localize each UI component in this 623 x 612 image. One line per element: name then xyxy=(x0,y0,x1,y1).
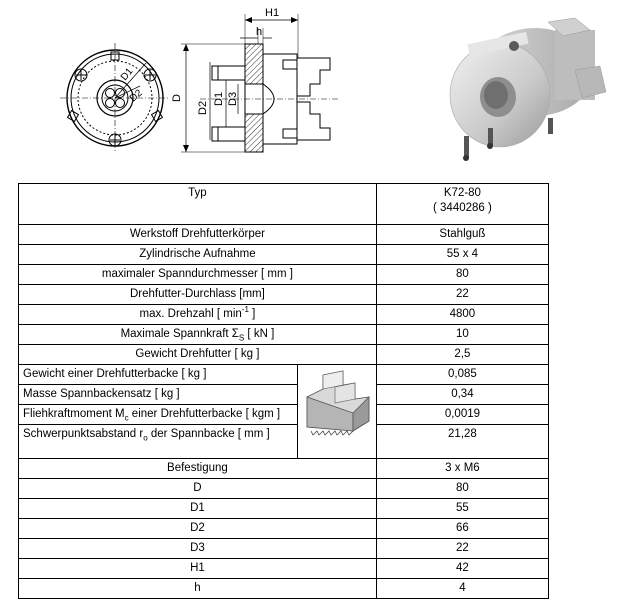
row-label: Gewicht Drehfutter [ kg ] xyxy=(19,345,377,365)
row-label: D2 xyxy=(19,519,377,539)
row-value: 0,0019 xyxy=(376,405,548,425)
table-row xyxy=(19,365,549,385)
row-label: Drehfutter-Durchlass [mm] xyxy=(19,285,377,305)
table-row xyxy=(19,325,549,345)
h1-label: H1 xyxy=(265,7,280,19)
row-label: Schwerpunktsabstand $r_o$ der Spannbacke [ mm ] xyxy=(19,425,298,459)
spec-table xyxy=(18,183,549,599)
header-model-cell xyxy=(376,184,548,225)
table-row xyxy=(19,345,549,365)
row-label: D1 xyxy=(19,499,377,519)
table-row xyxy=(19,479,549,499)
technical-drawings xyxy=(0,0,623,178)
row-value: 10 xyxy=(376,325,548,345)
row-label: H1 xyxy=(19,559,377,579)
row-label: Befestigung xyxy=(19,459,377,479)
front-view-drawing xyxy=(60,43,170,153)
row-value: 66 xyxy=(376,519,548,539)
row-label: h xyxy=(19,579,377,599)
header-typ-label: Typ xyxy=(19,184,377,225)
table-row xyxy=(19,579,549,599)
table-row xyxy=(19,459,549,479)
row-value: 42 xyxy=(376,559,548,579)
row-value: 0,34 xyxy=(376,385,548,405)
row-value: 2,5 xyxy=(376,345,548,365)
row-value: Stahlguß xyxy=(376,225,548,245)
d1-label: D1 xyxy=(213,91,225,106)
row-label: max. Drehzahl [ $\min^{-1}$ ] xyxy=(19,305,377,325)
jaw-image-cell xyxy=(297,365,376,459)
table-header-row xyxy=(19,184,549,225)
row-label: Fliehkraftmoment $M_c$ einer Drehfutterbacke [ kgm ] xyxy=(19,405,298,425)
row-value: 22 xyxy=(376,539,548,559)
table-row xyxy=(19,265,549,285)
row-label: Gewicht einer Drehfutterbacke [ kg ] xyxy=(19,365,298,385)
row-value: 55 xyxy=(376,499,548,519)
front-d2-label: D2 xyxy=(127,87,145,105)
chuck-3d-render xyxy=(450,18,606,161)
table-row xyxy=(19,405,549,425)
row-label: maximaler Spanndurchmesser [ mm ] xyxy=(19,265,377,285)
row-value: 0,085 xyxy=(376,365,548,385)
h-label: h xyxy=(256,26,263,38)
row-label: Werkstoff Drehfutterkörper xyxy=(19,225,377,245)
header-article-number: ( 3440286 ) xyxy=(433,202,492,214)
row-label: Masse Spannbackensatz [ kg ] xyxy=(19,385,298,405)
jaw-illustration xyxy=(299,369,374,449)
row-label: Zylindrische Aufnahme xyxy=(19,245,377,265)
d2-label: D2 xyxy=(197,100,209,115)
row-value: 55 x 4 xyxy=(376,245,548,265)
header-model: K72-80 xyxy=(443,187,481,199)
table-row xyxy=(19,225,549,245)
d3-label: D3 xyxy=(227,91,239,106)
row-value: 3 x M6 xyxy=(376,459,548,479)
row-value: 80 xyxy=(376,265,548,285)
row-value: 21,28 xyxy=(376,425,548,459)
table-row xyxy=(19,385,549,405)
table-row xyxy=(19,305,549,325)
table-row xyxy=(19,285,549,305)
d-label: D xyxy=(171,94,183,102)
row-label: D xyxy=(19,479,377,499)
row-label: D3 xyxy=(19,539,377,559)
row-label: Maximale Spannkraft $\Sigma_S$ [ kN ] xyxy=(19,325,377,345)
table-row xyxy=(19,519,549,539)
row-value: 80 xyxy=(376,479,548,499)
row-value: 22 xyxy=(376,285,548,305)
table-row xyxy=(19,245,549,265)
table-row xyxy=(19,559,549,579)
table-row xyxy=(19,425,549,459)
row-value: 4800 xyxy=(376,305,548,325)
front-d1-label: D1 xyxy=(118,66,136,83)
row-value: 4 xyxy=(376,579,548,599)
table-row xyxy=(19,499,549,519)
table-row xyxy=(19,539,549,559)
